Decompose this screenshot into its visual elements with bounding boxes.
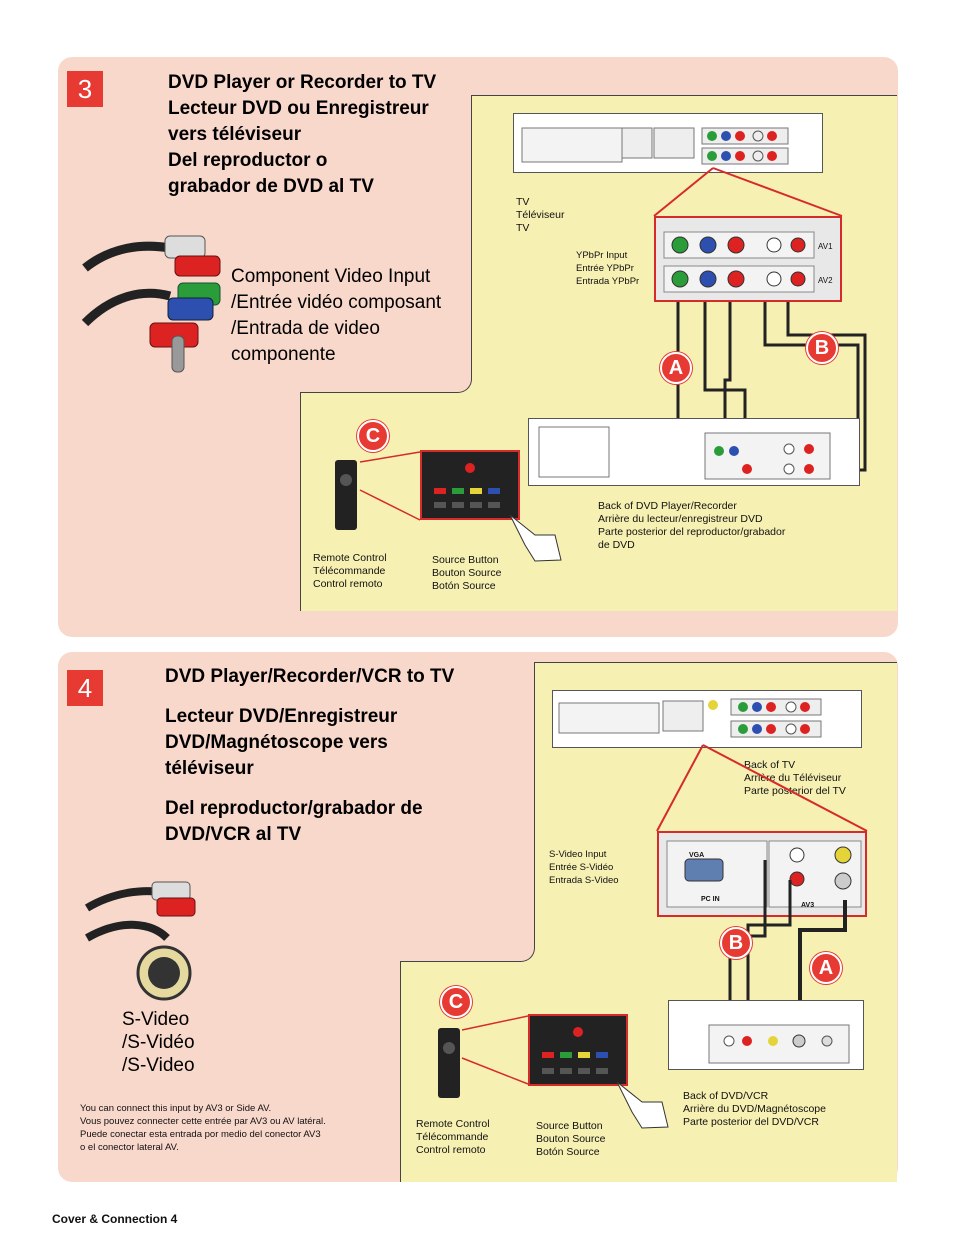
badge-b-3: B [806,332,838,364]
section-4-title: DVD Player/Recorder/VCR to TV Lecteur DVD/Enregistreur DVD/Magnétoscope vers téléviseur Del reproductor/grabador de DVD/VCR al TV [165,666,455,845]
badge-c-4: C [440,986,472,1018]
vga-label: VGA [689,852,705,859]
badge-b-4: B [720,927,752,959]
vcr-back-label: Back of DVD/VCR Arrière du DVD/Magnétoscope Parte posterior del DVD/VCR [683,1090,826,1128]
badge-a-3: A [660,352,692,384]
av1-label: AV1 [818,242,833,251]
remote-control-label-4: Remote Control Télécommande Control remoto [416,1118,490,1156]
pointing-hand-icon-4 [612,1072,672,1132]
step-number-3: 3 [67,71,103,107]
tv-label: TV Téléviseur TV [516,196,565,234]
section-3-title: DVD Player or Recorder to TV Lecteur DVD ou Enregistreur vers téléviseur Del reproductor o grabador de DVD al TV [168,72,437,197]
av2-label: AV2 [818,276,833,285]
source-button-label-3: Source Button Bouton Source Botón Source [432,554,502,592]
svideo-label: S-Video /S-Vidéo /S-Video [122,1009,195,1076]
svideo-input-label: S-Video Input Entrée S-Vidéo Entrada S-Video [549,849,619,886]
av3-label: AV3 [801,902,815,909]
connection-note: You can connect this input by AV3 or Side AV. Vous pouvez connecter cette entrée par AV3 ou AV latéral. Puede conectar esta entrada por medio del conector AV3 o el conector lateral AV. [80,1103,326,1153]
pc-in-label: PC IN [701,896,720,903]
ypbpr-label: YPbPr Input Entrée YPbPr Entrada YPbPr [576,250,640,287]
source-button-label-4: Source Button Bouton Source Botón Source [536,1120,606,1158]
remote-control-label-3: Remote Control Télécommande Control remoto [313,552,387,590]
badge-a-4: A [810,952,842,984]
component-video-label: Component Video Input /Entrée vidéo composant /Entrada de video componente [231,266,442,365]
badge-c-3: C [357,420,389,452]
tv-back-label-4: Back of TV Arrière du Téléviseur Parte posterior del TV [744,759,846,797]
dvd-back-label: Back of DVD Player/Recorder Arrière du lecteur/enregistreur DVD Parte posterior del reproductor/grabador de DVD [598,500,786,551]
page-footer: Cover & Connection 4 [52,1212,178,1226]
step-number-4: 4 [67,670,103,706]
